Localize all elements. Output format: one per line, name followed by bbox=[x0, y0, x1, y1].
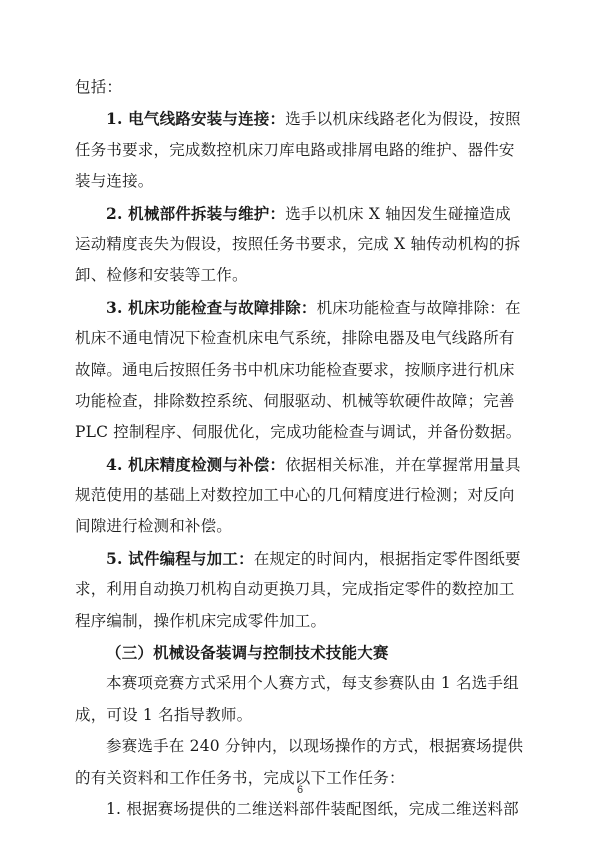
item-4-line: 间隙进行检测和补偿。 bbox=[75, 517, 233, 536]
item-1-first-line bbox=[75, 103, 527, 134]
item-2-heading: 2. 机械部件拆装与维护： bbox=[106, 203, 286, 223]
item-1-text: 选手以机床线路老化为假设，按照 bbox=[285, 110, 521, 129]
page-number: 6 bbox=[296, 784, 304, 796]
document-body bbox=[75, 72, 527, 825]
section-heading: （三）机械设备装调与控制技术技能大赛 bbox=[106, 643, 389, 663]
item-2-line: 运动精度丧失为假设，按照任务书要求，完成 X 轴传动机构的拆 bbox=[75, 234, 521, 253]
item-2-text: 选手以机床 X 轴因发生碰撞造成 bbox=[285, 204, 511, 223]
item-3-line: PLC 控制程序、伺服优化，完成功能检查与调试，并备份数据。 bbox=[75, 423, 522, 442]
item-3-first-line bbox=[75, 292, 527, 323]
item-5-heading: 5. 试件编程与加工： bbox=[106, 548, 254, 568]
paragraph-1-line: 本赛项竞赛方式采用个人赛方式，每支参赛队由 1 名选手组 bbox=[106, 674, 519, 693]
item-3-heading: 3. 机床功能检查与故障排除： bbox=[106, 297, 317, 317]
item-4-text: 依据相关标准，并在掌握常用量具 bbox=[285, 455, 521, 474]
item-2-first-line bbox=[75, 198, 527, 229]
intro-line: 包括： bbox=[75, 78, 123, 96]
item-5-line: 程序编制，操作机床完成零件加工。 bbox=[75, 611, 327, 630]
paragraph-1-line: 成，可设 1 名指导教师。 bbox=[75, 705, 253, 724]
item-4-heading: 4. 机床精度检测与补偿： bbox=[106, 454, 286, 474]
item-1-heading: 1. 电气线路安装与连接： bbox=[106, 109, 286, 129]
item-5-line: 求，利用自动换刀机构自动更换刀具，完成指定零件的数控加工 bbox=[75, 580, 515, 599]
item-4-first-line bbox=[75, 449, 527, 480]
item-4-line: 规范使用的基础上对数控加工中心的几何精度进行检测；对反向 bbox=[75, 486, 515, 505]
item-3-text: 机床功能检查与故障排除：在 bbox=[316, 298, 521, 317]
item-1-line: 任务书要求，完成数控机床刀库电路或排屑电路的维护、器件安 bbox=[75, 140, 515, 159]
item-3-line: 功能检查，排除数控系统、伺服驱动、机械等软硬件故障；完善 bbox=[75, 391, 515, 410]
item-5-first-line bbox=[75, 543, 527, 574]
item-3-line: 机床不通电情况下检查机床电气系统，排除电器及电气线路所有 bbox=[75, 329, 515, 348]
task-1-line: 1. 根据赛场提供的二维送料部件装配图纸，完成二维送料部 bbox=[106, 799, 519, 818]
item-1-line: 装与连接。 bbox=[75, 172, 154, 191]
item-5-text: 在规定的时间内，根据指定零件图纸要 bbox=[253, 549, 521, 568]
item-2-line: 卸、检修和安装等工作。 bbox=[75, 266, 248, 285]
item-3-line: 故障。通电后按照任务书中机床功能检查要求，按顺序进行机床 bbox=[75, 360, 515, 379]
paragraph-2-line: 的有关资料和工作任务书，完成以下工作任务： bbox=[75, 768, 405, 787]
paragraph-2-line: 参赛选手在 240 分钟内，以现场操作的方式，根据赛场提供 bbox=[106, 737, 524, 756]
